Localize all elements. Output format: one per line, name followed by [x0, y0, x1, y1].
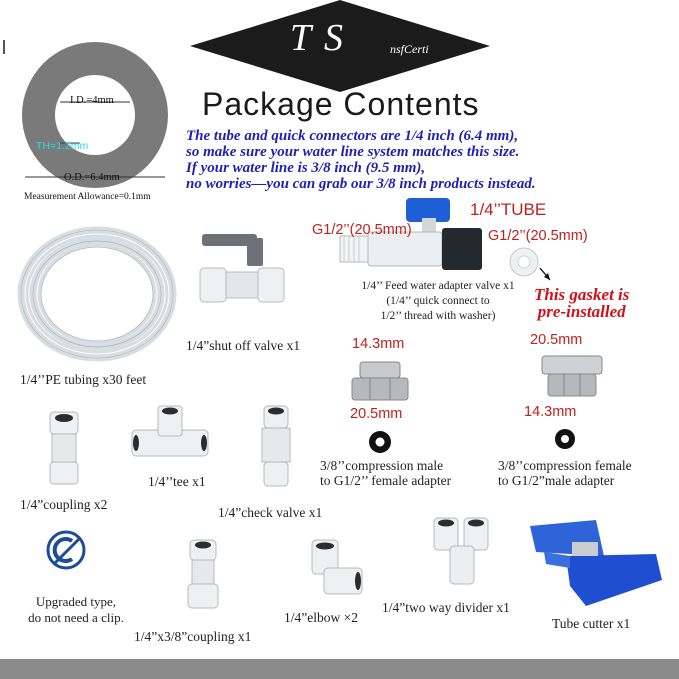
brand-logo-text: T S — [290, 17, 345, 59]
tube-cross-section — [20, 40, 170, 190]
gasket-note-line: pre-installed — [537, 302, 626, 321]
brand-cert — [390, 40, 429, 58]
gasket-note-line: This gasket is — [534, 285, 630, 304]
tube-od-label: O.D.=6.4mm — [64, 172, 120, 183]
size-note — [186, 128, 666, 192]
clip-note-line: Upgraded type, — [35, 594, 117, 609]
page-title: Package Contents — [202, 86, 480, 122]
footer-bar — [0, 659, 679, 679]
note-line: The tube and quick connectors are 1/4 inch (6.4 mm), — [186, 128, 519, 144]
brand-cert-text: nsfCerti — [390, 42, 429, 56]
coupling-caption: 1/4”coupling x2 — [20, 497, 108, 512]
pe-tubing-image — [12, 222, 182, 367]
check-valve-caption: 1/4”check valve x1 — [218, 505, 323, 520]
compression-male-caption — [320, 458, 451, 488]
reducing-coupling-caption: 1/4”x3/8”coupling x1 — [134, 629, 252, 644]
male-bottom-dimension: 20.5mm — [350, 406, 403, 422]
compression-male-image — [350, 360, 410, 402]
clip-note-line: do not need a clip. — [28, 610, 124, 625]
feed-adapter-line: 1/2’’ thread with washer) — [380, 310, 496, 322]
coupling-image — [46, 410, 82, 486]
note-line: so make sure your water line system matches this size. — [186, 144, 520, 160]
tube-th-label: TH=1.2mm — [36, 140, 89, 152]
female-bottom-dimension: 14.3mm — [524, 404, 577, 420]
feed-adapter-line: 1/4’’ Feed water adapter valve x1 — [361, 280, 515, 292]
compression-male-line: 3/8’’compression male — [320, 458, 444, 473]
elbow-image — [302, 538, 364, 598]
clip-note — [16, 594, 136, 626]
check-valve-image — [258, 404, 294, 488]
edge-marker — [3, 40, 5, 54]
gasket-note — [534, 286, 629, 320]
g-left-label: G1/2’’(20.5mm) — [312, 222, 412, 238]
feed-adapter-caption — [338, 279, 538, 324]
pe-tubing-caption: 1/4’’PE tubing x30 feet — [20, 372, 147, 387]
reducing-coupling-image — [184, 538, 224, 610]
g-right-label: G1/2’’(20.5mm) — [488, 228, 588, 244]
tee-caption: 1/4’’tee x1 — [148, 474, 206, 489]
shutoff-valve-caption: 1/4”shut off valve x1 — [186, 338, 301, 353]
tube-cutter-caption: Tube cutter x1 — [552, 616, 631, 631]
tube-id-label: I.D.=4mm — [70, 95, 114, 106]
male-top-dimension: 14.3mm — [352, 336, 405, 352]
note-line: no worries—you can grab our 3/8 inch products instead. — [186, 176, 536, 192]
female-top-dimension: 20.5mm — [530, 332, 583, 348]
compression-male-line: to G1/2’’ female adapter — [320, 473, 452, 488]
compression-female-line: 3/8’’compression female — [498, 458, 632, 473]
tube-size-label: 1/4’’TUBE — [470, 200, 547, 219]
note-line: If your water line is 3/8 inch (9.5 mm), — [186, 160, 426, 176]
brand-logo — [290, 16, 345, 60]
male-gasket-image — [368, 430, 392, 454]
tee-image — [130, 404, 210, 462]
compression-female-caption — [498, 458, 632, 488]
divider-caption: 1/4”two way divider x1 — [382, 600, 510, 615]
female-gasket-image — [554, 428, 576, 450]
compression-female-image — [540, 354, 604, 398]
compression-female-line: to G1/2”male adapter — [498, 473, 615, 488]
divider-image — [430, 516, 494, 586]
tube-cutter-image — [526, 516, 666, 610]
tube-allowance-label: Measurement Allowance=0.1mm — [24, 192, 151, 202]
no-clip-icon — [46, 530, 86, 570]
elbow-caption: 1/4”elbow ×2 — [284, 610, 358, 625]
feed-adapter-line: (1/4’’ quick connect to — [386, 295, 490, 307]
shutoff-valve-image — [192, 232, 292, 312]
